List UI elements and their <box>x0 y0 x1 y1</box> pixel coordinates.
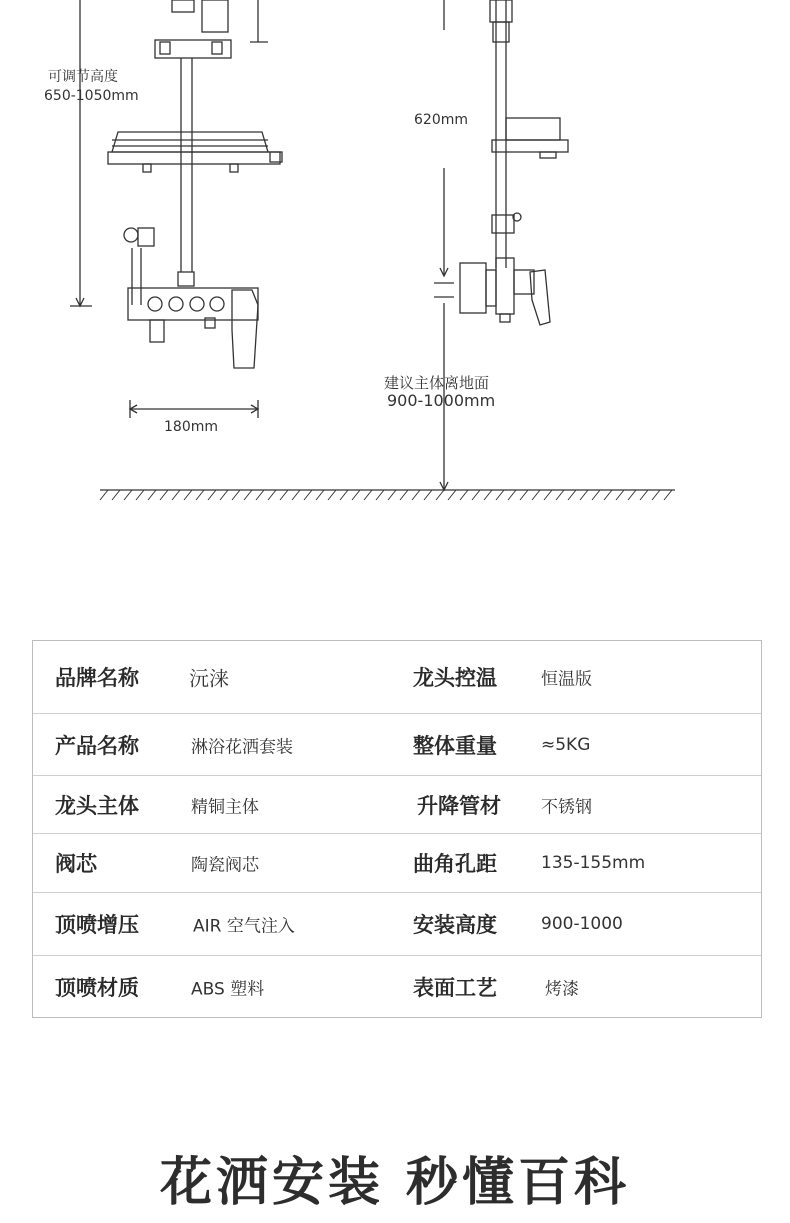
spec-value-left: 精铜主体 <box>191 797 259 817</box>
spec-value-left: 陶瓷阀芯 <box>191 855 259 876</box>
spec-row <box>33 776 761 834</box>
spec-label-left: 龙头主体 <box>55 793 139 818</box>
spec-value-left: 淋浴花洒套装 <box>191 737 293 757</box>
spec-label-left: 品牌名称 <box>55 666 139 690</box>
spec-label-left: 阀芯 <box>55 852 97 876</box>
spec-value-left: ABS 塑料 <box>191 979 265 999</box>
install-height-label: 建议主体离地面 <box>384 374 490 392</box>
spec-value-right: 900-1000 <box>541 914 623 934</box>
spec-row <box>33 714 761 776</box>
spec-value-right: 不锈钢 <box>541 797 592 817</box>
spec-label-right: 龙头控温 <box>413 666 497 690</box>
spec-label-right: 整体重量 <box>413 733 497 758</box>
spec-value-right: 恒温版 <box>541 669 592 690</box>
adjust-height-value: 650-1050mm <box>44 88 139 104</box>
footer-title: 花洒安装 秒懂百科 <box>159 1153 631 1213</box>
install-height-value: 900-1000mm <box>387 391 496 410</box>
installation-diagram <box>0 0 790 520</box>
spec-label-right: 曲角孔距 <box>413 852 497 876</box>
spec-row <box>33 893 761 956</box>
spec-value-right: 135-155mm <box>541 853 646 873</box>
shower-drawing <box>0 0 790 520</box>
spec-value-right: 烤漆 <box>545 979 579 999</box>
spec-label-left: 顶喷增压 <box>55 913 139 937</box>
spec-table <box>32 640 762 1018</box>
spec-value-left: 沅涞 <box>189 666 229 691</box>
spec-row <box>33 641 761 714</box>
spec-value-left: AIR 空气注入 <box>193 916 295 937</box>
spec-row <box>33 956 761 1017</box>
adjust-height-label: 可调节高度 <box>48 69 118 85</box>
spec-label-left: 顶喷材质 <box>55 975 139 1000</box>
spec-row <box>33 834 761 893</box>
spec-label-right: 表面工艺 <box>413 975 497 1000</box>
bar-length-label: 620mm <box>414 112 468 128</box>
spec-label-left: 产品名称 <box>55 733 139 758</box>
spec-value-right: ≈5KG <box>541 734 591 755</box>
spec-label-right: 安装高度 <box>413 913 497 937</box>
spec-label-right: 升降管材 <box>417 793 501 818</box>
width-label: 180mm <box>164 419 218 435</box>
